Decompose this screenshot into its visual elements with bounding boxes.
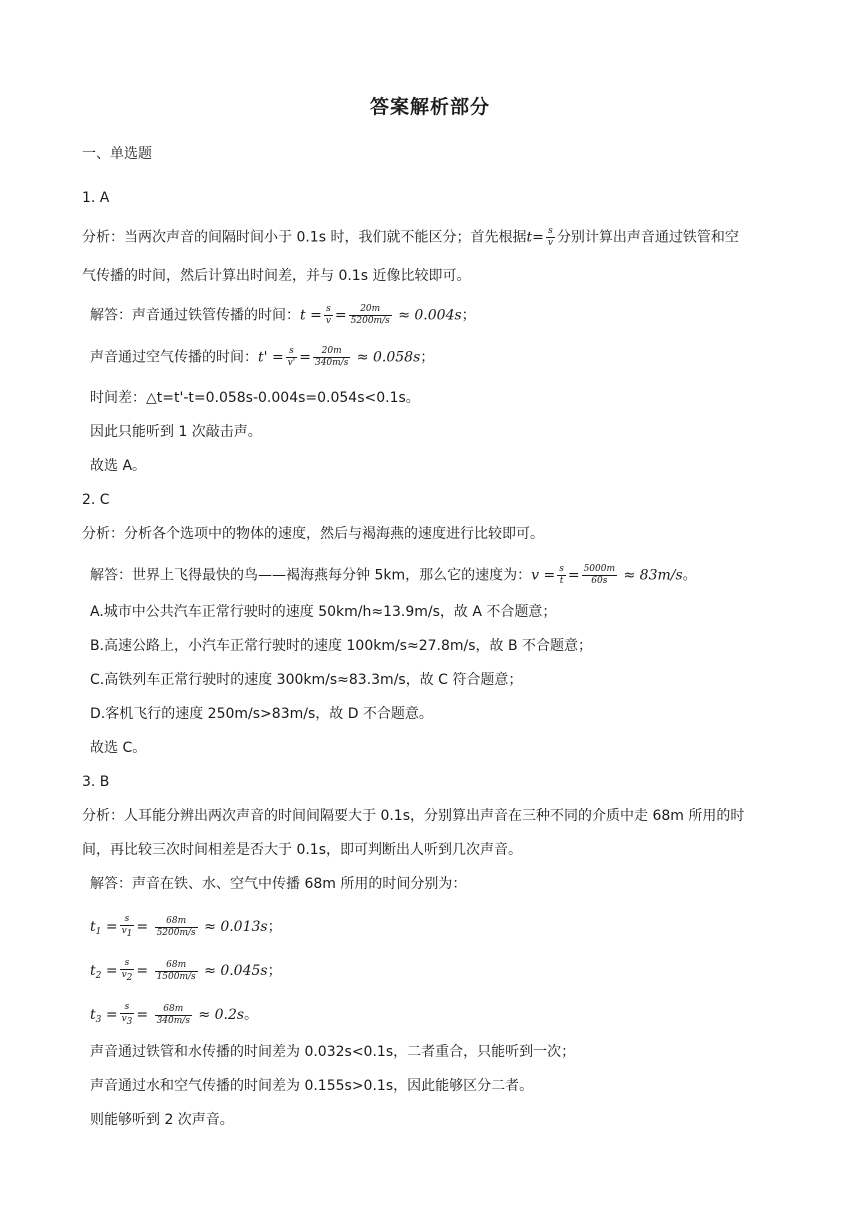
q3-answer-water-air: 声音通过水和空气传播的时间差为 0.155s>0.1s，因此能够区分二者。 [90,1078,534,1094]
q3-answer-intro: 解答：声音在铁、水、空气中传播 68m 所用的时间分别为： [90,876,467,892]
q1-answer-air: 声音通过空气传播的时间：t' = $\frac{s}{v'}$ = $\frac{20m}{340m/s}$ ≈ 0.058s； [90,346,435,368]
q2-analysis: 分析：分析各个选项中的物体的速度，然后与褐海燕的速度进行比较即可。 [82,526,544,542]
q1-conclusion: 因此只能听到 1 次敲击声。 [90,424,262,440]
q3-formula-t1: $t_1$ = $\frac{s}{v1}$ = $\frac{68m}{5200m/s}$ ≈ 0.013s； [90,914,282,939]
q2-number: 2. C [82,492,110,508]
q1-choice: 故选 A。 [90,458,147,474]
q1-analysis-text-2: 分别计算出声音通过铁管和空 [556,229,739,246]
q3-number: 3. B [82,774,110,790]
q3-answer-iron-water: 声音通过铁管和水传播的时间差为 0.032s<0.1s，二者重合，只能听到一次； [90,1044,576,1060]
q1-analysis-line1: 分析：当两次声音的间隔时间小于 0.1s 时，我们就不能区分；首先根据t= $\frac{s}{v}$ 分别计算出声音通过铁管和空 [82,226,739,248]
q1-analysis-text: 分析：当两次声音的间隔时间小于 0.1s 时，我们就不能区分；首先根据 [82,229,527,246]
q1-formula-lhs: t [526,229,533,246]
page-title: 答案解析部分 [369,96,490,118]
q3-formula-t2: $t_2$ = $\frac{s}{v2}$ = $\frac{68m}{1500m/s}$ ≈ 0.045s； [90,958,282,983]
q2-option-a: A.城市中公共汽车正常行驶时的速度 50km/h≈13.9m/s，故 A 不合题意； [90,604,557,620]
q1-answer-iron: 解答：声音通过铁管传播的时间：t = $\frac{s}{v}$ = $\frac{20m}{5200m/s}$ ≈ 0.004s； [90,304,476,326]
q1-time-diff: 时间差：△t=t'-t=0.058s-0.004s=0.054s<0.1s。 [90,390,420,406]
section-heading: 一、单选题 [82,146,152,162]
q2-option-d: D.客机飞行的速度 250m/s>83m/s，故 D 不合题意。 [90,706,433,722]
q3-analysis-line2: 间，再比较三次时间相差是否大于 0.1s，即可判断出人听到几次声音。 [82,842,523,858]
q1-number: 1. A [82,190,110,206]
q2-option-b: B.高速公路上，小汽车正常行驶时的速度 100km/s≈27.8m/s，故 B 不合题意； [90,638,593,654]
q3-analysis-line1: 分析：人耳能分辨出两次声音的时间间隔要大于 0.1s，分别算出声音在三种不同的介质中走 68m 所用的时 [82,808,745,824]
q1-analysis-line2: 气传播的时间，然后计算出时间差，并与 0.1s 近像比较即可。 [82,268,471,284]
q3-conclusion: 则能够听到 2 次声音。 [90,1112,234,1128]
q2-choice: 故选 C。 [90,740,147,756]
q2-answer-speed: 解答：世界上飞得最快的鸟——褐海燕每分钟 5km，那么它的速度为：v = $\frac{s}{t}$ = $\frac{5000m}{60s}$ ≈ 83m/s。 [90,564,697,586]
q2-option-c: C.高铁列车正常行驶时的速度 300km/s≈83.3m/s，故 C 符合题意； [90,672,523,688]
q3-formula-t3: $t_3$ = $\frac{s}{v3}$ = $\frac{68m}{340m/s}$ ≈ 0.2s。 [90,1002,259,1027]
q1-formula-fraction: $\frac{s}{v}$ [547,226,553,248]
